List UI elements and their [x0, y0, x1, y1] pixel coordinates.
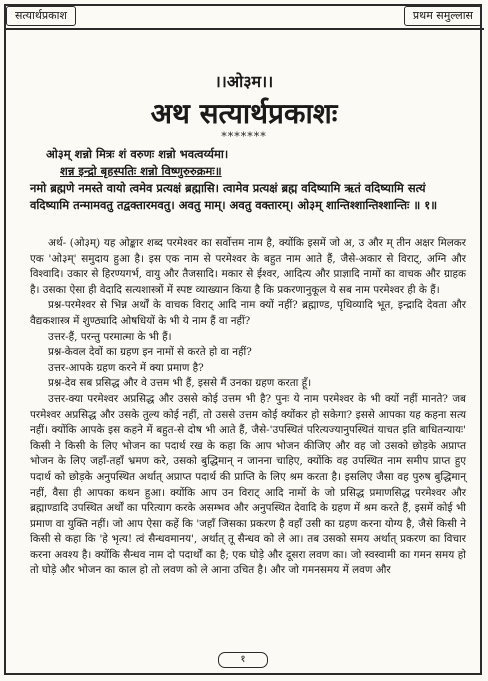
- main-text: [30, 236, 466, 579]
- paragraph-meaning: अर्थ- (ओ३म्) यह ओङ्कार शब्द परमेश्वर का सर्वोत्तम नाम है, क्योंकि इसमें जो अ, उ और म् तीन अक्षर मिलकर एक 'ओ३म्' समुदाय हुआ है। इस एक नाम से परमेश्वर के बहुत नाम आते हैं, जैसे-अकार से विराट्, अग्नि और विश्वादि। उकार से हिरण्यगर्भ, वायु और तैजसादि। मकार से ईश्वर, आदित्य और प्राज्ञादि नामों का वाचक और ग्राहक है। उसका ऐसा ही वेदादि सत्यशास्त्रों में स्पष्ट व्याख्यान किया है कि प्रकरणानुकूल ये सब नाम परमेश्वर ही के हैं।: [30, 237, 466, 296]
- invocation-om: ।।ओ३म।।: [214, 72, 274, 91]
- page-number: १: [218, 652, 268, 668]
- paragraph-question-1: प्रश्न-परमेश्वर से भिन्न अर्थों के वाचक विराट् आदि नाम क्यों नहीं? ब्रह्माण्ड, पृथिव्यादि भूत, इन्द्रादि देवता और वैद्यकशास्त्र में शुण्ठ्यादि ओषधियों के भी ये नाम हैं वा नहीं?: [30, 299, 466, 327]
- paragraph-answer-3: उत्तर-क्या परमेश्वर अप्रसिद्ध और उससे कोई उत्तम भी है? पुनः ये नाम परमेश्वर के भी क्यों नहीं मानते? जब परमेश्वर अप्रसिद्ध और उसके तुल्य कोई नहीं, तो उससे उत्तम कोई क्योंकर हो सकेगा? इससे आपका यह कहना सत्य नहीं। क्योंकि आपके इस कहने में बहुत-से दोष भी आते हैं, जैसे-'उपस्थितं परित्यज्यानुपस्थितं याचत इति बाधितन्यायः' किसी ने किसी के लिए भोजन का पदार्थ रख के कहा कि आप भोजन कीजिए और वह जो उसको छोड़के अप्राप्त भोजन के लिए जहाँ-तहाँ भ्रमण करे, उसको बुद्धिमान् न जानना चाहिए, क्योंकि वह उपस्थित नाम समीप प्राप्त हुए पदार्थ को छोड़के अनुपस्थित अर्थात् अप्राप्त पदार्थ की प्राप्ति के लिए श्रम करता है। इसलिए जैसा वह पुरुष बुद्धिमान् नहीं, वैसा ही आपका कथन हुआ। क्योंकि आप उन विराट् आदि नामों के जो प्रसिद्ध प्रमाणसिद्ध परमेश्वर और ब्रह्माण्डादि उपस्थित अर्थों का परित्याग करके असम्भव और अनुपस्थित देवादि के ग्रहण में श्रम करते हैं, इसमें कोई भी प्रमाण वा युक्ति नहीं। जो आप ऐसा कहें कि 'जहाँ जिसका प्रकरण है वहाँ उसी का ग्रहण करना योग्य है, जैसे किसी ने किसी से कहा कि 'हे भृत्य! त्वं सैन्धवमानय', अर्थात् तू सैन्धव को ले आ। तब उसको समय अर्थात् प्रकरण का विचार करना अवश्य है। क्योंकि सैन्धव नाम दो पदार्थों का है; एक घोड़े और दूसरा लवण का। जो स्वस्वामी का गमन समय हो तो घोड़े और भोजन का काल हो तो लवण को ले आना उचित है। और जो गमनसमय में लवण और: [30, 392, 466, 577]
- opening-mantra: [30, 146, 466, 214]
- book-title-tab: सत्यार्थप्रकाश: [6, 6, 76, 26]
- mantra-line-1: ओ३म् शन्नो मित्रः शं वरुणः शन्नो भवत्वर्य्यमा।: [46, 147, 229, 161]
- running-header: [4, 4, 484, 30]
- page-title: अथ सत्यार्थप्रकाशः: [150, 97, 338, 130]
- title-divider: *******: [221, 130, 267, 143]
- paragraph-question-2: प्रश्न-केवल देवों का ग्रहण इन नामों से करते हो वा नहीं?: [48, 346, 252, 359]
- mantra-line-3: नमो ब्रह्मणे नमस्ते वायो त्वमेव प्रत्यक्षं ब्रह्मासि। त्वामेव प्रत्यक्षं ब्रह्म वदिष्यामि ऋतं वदिष्यामि सत्यं वदिष्यामि तन्मामवतु तद्वक्तारमवतु। अवतु माम्। अवतु वक्तारम्। ओ३म् शान्तिश्शान्तिश्शान्तिः ॥ १॥: [30, 181, 438, 212]
- mantra-line-2: शन्न इन्द्रो बृहस्पतिः शन्नो विष्णुरुरुक्रमः॥: [60, 164, 222, 178]
- paragraph-answer-1: उत्तर-हैं, परन्तु परमात्मा के भी हैं।: [48, 330, 172, 343]
- chapter-tab: प्रथम समुल्लास: [404, 6, 482, 26]
- paragraph-answer-2: उत्तर-आपके ग्रहण करने में क्या प्रमाण है?: [48, 361, 204, 374]
- paragraph-question-3: प्रश्न-देव सब प्रसिद्ध और वे उत्तम भी हैं, इससे मैं उनका ग्रहण करता हूँ।: [48, 377, 312, 390]
